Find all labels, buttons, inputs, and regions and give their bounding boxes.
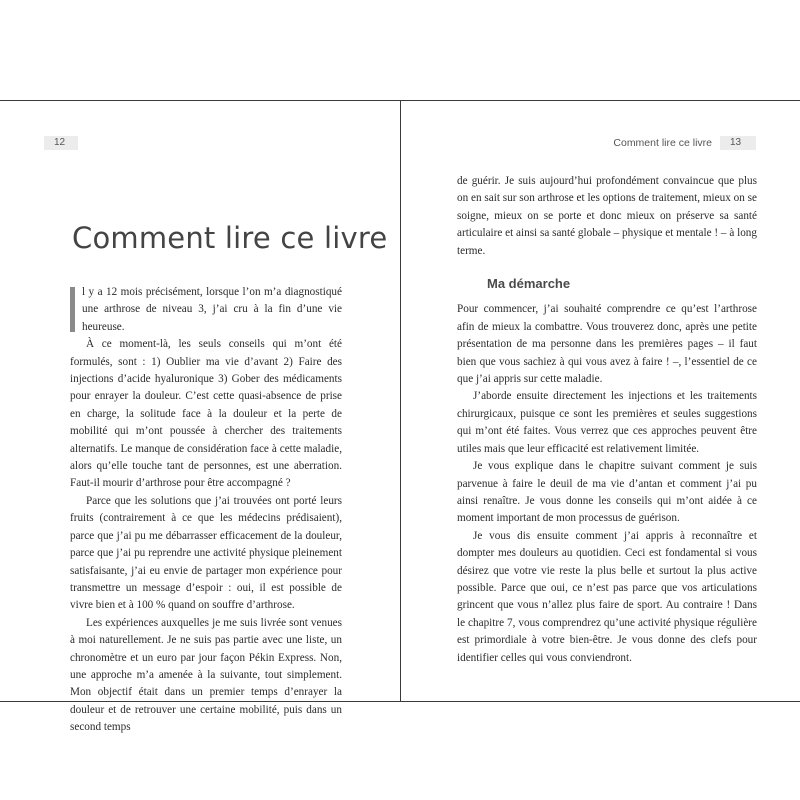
left-page-number: 12 bbox=[44, 136, 78, 150]
paragraph: Parce que les solutions que j’ai trouvées ont porté leurs fruits (contrairement à ce que les médecins prédisaient), parce que j’ai pu me débarrasser efficacement de la douleur, parce que j’ai pu reprendre une activité physique pleinement satisfaisante, j’ai eu envie de partager mon expérience pour transmettre un message d’espoir : oui, il est possible de vivre bien et à 100 % quand on souffre d’arthrose. bbox=[70, 494, 342, 612]
paragraph: Les expériences auxquelles je me suis livrée sont venues à moi naturellement. Je ne suis pas partie avec une liste, un chronomètre et un euro par jour façon Pékin Express. Non, une approche m’a amenée à la suivante, tout simplement. Mon objectif était dans un premier temps d’enrayer la douleur et de retrouver une certaine mobilité, puis dans un second temps bbox=[70, 616, 342, 734]
paragraph: J’aborde ensuite directement les injections et les traitements chirurgicaux, puisque ce sont les premières et seules suggestions qui m’ont été faites. Vous verrez que ces approches peuvent être utiles mais que leur efficacité est relativement limitée. bbox=[457, 390, 757, 455]
running-head: Comment lire ce livre bbox=[613, 137, 712, 149]
paragraph: À ce moment-là, les seuls conseils qui m’ont été formulés, sont : 1) Oublier ma vie d’avant 2) Faire des injections d’acide hyaluronique 3) Gober des médicaments pour enrayer la douleur. C’est cette quasi-absence de prise en charge, la solitude face à la douleur et la perte de mobilité qui m’ont poussée à chercher des traitements alternatifs. Le manque de considération face à cette maladie, alors qu’elle touche tant de personnes, est une aberration. Faut-il mourir d’arthrose pour être accompagné ? bbox=[70, 338, 342, 490]
opening-paragraph bbox=[70, 284, 342, 336]
paragraph: Je vous dis ensuite comment j’ai appris à reconnaître et dompter mes douleurs au quotidien. Ceci est fondamental si vous désirez que votre vie reste la plus belle et surtout la plus active possible. Parce que oui, ce n’est pas parce que vos articulations grincent que vous n’allez plus faire de sport. Au contraire ! Dans le chapitre 7, vous comprendrez qu’une activité physique régulière est primordiale à votre bien-être. Je vous donne des clefs pour identifier celles qui vous conviendront. bbox=[457, 529, 757, 664]
left-body-text bbox=[70, 284, 342, 737]
continuation-paragraph: de guérir. Je suis aujourd’hui profondément convaincue que plus on en sait sur son arthrose et les options de traitement, mieux on se soigne, mieux on se porte et donc mieux on préserve sa santé articulaire et ainsi sa santé globale – physique et mentale ! – à long terme. bbox=[457, 175, 757, 257]
paragraph: Pour commencer, j’ai souhaité comprendre ce qu’est l’arthrose afin de mieux la combattre. Vous trouverez donc, après une petite présentation de ma personne dans les premières pages – il faut bien que vous sachiez à qui vous avez à faire ! –, l’essentiel de ce que j’ai appris sur cette maladie. bbox=[457, 303, 757, 386]
section-heading: Ma démarche bbox=[487, 276, 571, 292]
opening-paragraph-text: l y a 12 mois précisément, lorsque l’on m’a diagnostiqué une arthrose de niveau 3, j’ai cru à la fin d’une vie heureuse. bbox=[82, 286, 342, 333]
right-page-header bbox=[613, 136, 756, 150]
right-page bbox=[401, 100, 800, 702]
paragraph: Je vous explique dans le chapitre suivant comment je suis parvenue à faire le deuil de ma vie d’antan et comment j’ai pu ainsi renaître. Je vous donne les conseils qui m’ont aidée à ce moment important de mon processus de guérison. bbox=[457, 460, 757, 525]
dropcap-letter bbox=[70, 287, 75, 332]
chapter-title: Comment lire ce livre bbox=[72, 221, 388, 255]
left-page bbox=[0, 100, 401, 734]
right-body-text bbox=[457, 173, 757, 667]
right-page-number: 13 bbox=[720, 136, 756, 150]
